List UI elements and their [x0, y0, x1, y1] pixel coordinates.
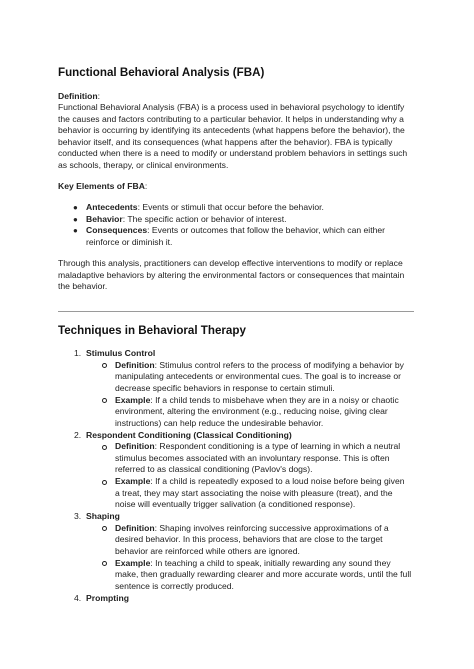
closing-paragraph [58, 258, 404, 293]
technique-name: Respondent Conditioning (Classical Conditioning) [86, 429, 292, 440]
sub-bullet-ring [102, 363, 107, 368]
sub-item-text: instructions) can help reduce the undesirable behavior. [115, 417, 324, 428]
technique-name: Prompting [86, 592, 129, 603]
technique-sub-item [115, 523, 389, 558]
sub-bullet-ring [102, 526, 107, 531]
technique-sub-item [115, 476, 405, 511]
closing-line: the behavior. [58, 281, 108, 291]
technique-name: Shaping [86, 511, 120, 521]
list-number: 4. [74, 592, 82, 603]
closing-line: maladaptive behaviors by altering the environmental factors or consequences that maintain [58, 269, 405, 280]
definition-heading [58, 91, 100, 103]
definition-line: conducted when there is a need to modify or understand problem behaviors in settings such [58, 148, 408, 158]
key-elements-heading-label: Key Elements of FBA [58, 181, 145, 191]
bullet-dot: ● [73, 226, 78, 235]
sub-item-text: referred to as classical conditioning (Pavlov's dogs). [115, 464, 313, 474]
sub-item-text: behavior are reinforced while others are ignored. [115, 545, 300, 556]
key-element-item [86, 225, 385, 248]
sub-item-text: make, then gradually rewarding clearer and more accurate words, until the full [115, 569, 412, 579]
list-number: 1. [74, 348, 82, 358]
sub-item-text: decrease specific behaviors in response to certain stimuli. [115, 382, 335, 393]
closing-line: Through this analysis, practitioners can develop effective interventions to modify or replace [58, 258, 403, 268]
bullet-dot: ● [73, 214, 78, 224]
sub-item-label: Definition [115, 522, 155, 533]
sub-item-text: stimulus becomes associated with an involuntary response. This is often [115, 452, 390, 463]
sub-item-text: : If a child is repeatedly exposed to a loud noise before being given [150, 476, 405, 486]
key-element-term: Consequences [86, 225, 148, 235]
definition-line: the causes and factors contributing to a particular behavior. It helps in understanding why a [58, 113, 404, 124]
technique-sub-item [115, 441, 400, 476]
sub-bullet-ring [102, 398, 107, 403]
definition-line: as schools, therapy, or clinical environments. [58, 159, 229, 170]
list-number: 2. [74, 429, 82, 440]
sub-item-text: : Stimulus control refers to the process of modifying a behavior by [154, 359, 404, 370]
key-element-text: : Events or outcomes that follow the behavior, which can either [147, 225, 386, 235]
sub-bullet-ring [102, 445, 107, 450]
horizontal-divider [58, 311, 414, 312]
sub-item-text: sentence is correctly produced. [115, 580, 234, 591]
sub-item-text: environment, altering the environment (e.g., reducing noise, giving clear [115, 406, 388, 416]
list-number: 3. [74, 511, 82, 521]
technique-sub-item [115, 395, 399, 430]
key-element-text: reinforce or diminish it. [86, 236, 173, 247]
sub-item-label: Example [115, 394, 151, 405]
sub-item-label: Example [115, 557, 151, 568]
technique-sub-item [115, 558, 411, 593]
sub-item-text: desired behavior. In this process, behaviors that are close to the target [115, 534, 383, 544]
key-element-text: : Events or stimuli that occur before the behavior. [137, 202, 324, 212]
sub-item-text: a treat, they may start associating the noise with pleasure (treat), and the [115, 487, 393, 498]
definition-line: behavior is occurring by identifying its antecedents (what happens before the behavior), the [58, 125, 405, 135]
bullet-dot: ● [73, 203, 78, 212]
key-element-item [86, 202, 324, 214]
sub-item-text: : In teaching a child to speak, initially rewarding any sound they [150, 557, 391, 568]
key-element-text: : The specific action or behavior of interest. [122, 213, 287, 224]
sub-item-label: Definition [115, 441, 155, 451]
sub-bullet-ring [102, 561, 107, 566]
definition-paragraph [58, 102, 407, 171]
definition-line: behavior itself, and its consequences (what happens after the behavior). FBA is typically [58, 136, 393, 147]
key-element-item [86, 214, 286, 226]
sub-item-text: noise will eventually trigger salivation (a conditioned response). [115, 499, 356, 509]
key-elements-heading-colon: : [144, 181, 148, 191]
technique-name: Stimulus Control [86, 348, 156, 358]
sub-item-label: Definition [115, 359, 155, 370]
definition-heading-label: Definition [58, 91, 98, 101]
sub-item-text: : Shaping involves reinforcing successive approximations of a [154, 522, 389, 533]
definition-heading-colon: : [97, 91, 101, 101]
key-element-term: Behavior [86, 213, 123, 224]
sub-item-text: : Respondent conditioning is a type of learning in which a neutral [154, 441, 401, 451]
key-element-term: Antecedents [86, 202, 138, 212]
techniques-title: Techniques in Behavioral Therapy [58, 324, 246, 337]
sub-bullet-ring [102, 480, 107, 485]
definition-line: Functional Behavioral Analysis (FBA) is a process used in behavioral psychology to identify [58, 102, 405, 112]
sub-item-text: manipulating antecedents or environmental cues. The goal is to increase or [115, 371, 401, 381]
sub-item-text: : If a child tends to misbehave when they are in a noisy or chaotic [150, 394, 399, 405]
fba-title: Functional Behavioral Analysis (FBA) [58, 66, 265, 79]
sub-item-label: Example [115, 476, 151, 486]
key-elements-heading [58, 181, 147, 193]
technique-sub-item [115, 360, 404, 395]
